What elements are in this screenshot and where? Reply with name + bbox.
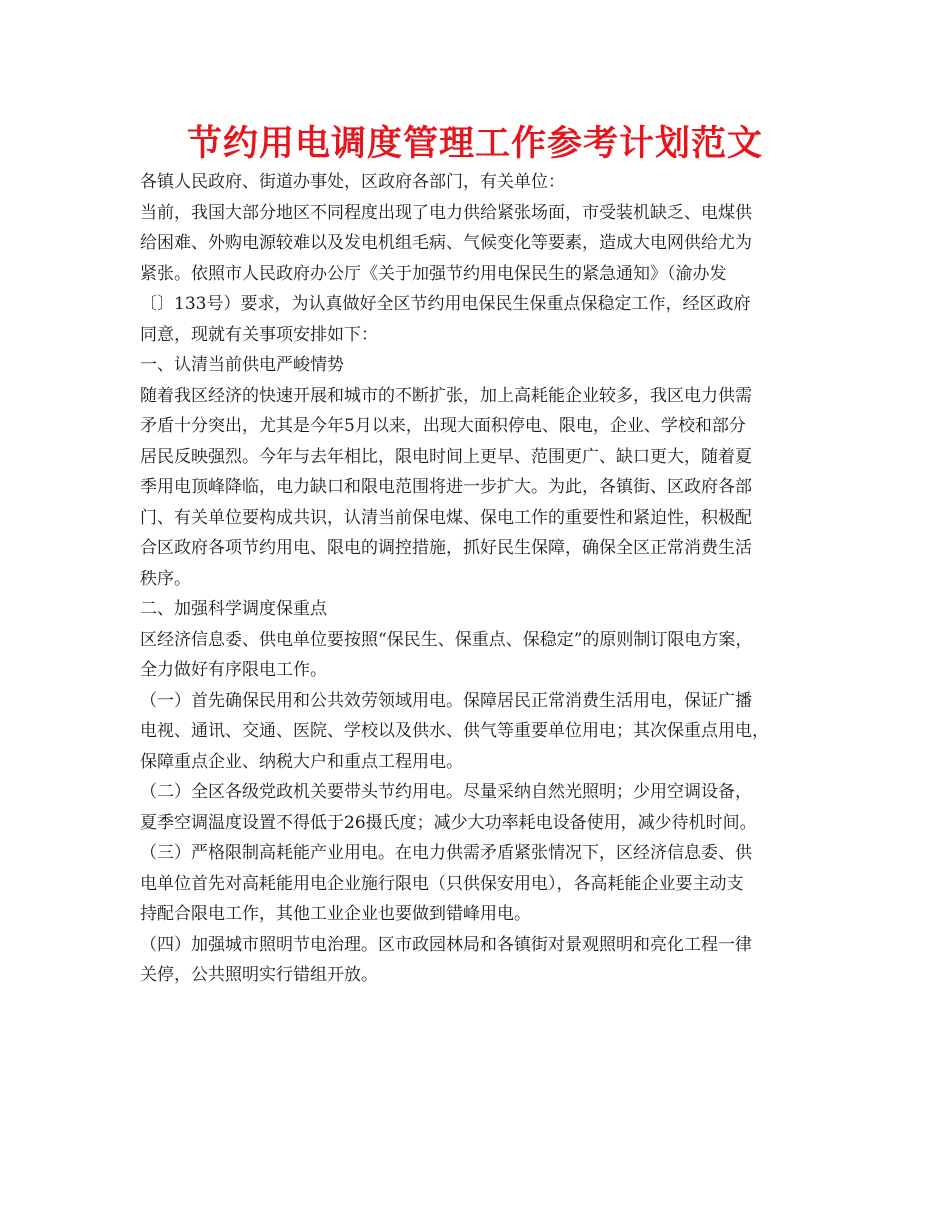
- item-3-paragraph: （三）严格限制高耗能产业用电。在电力供需矛盾紧张情况下，区经济信息委、供 电单位首先对高耗能用电企业施行限电（只供保安用电），各高耗能企业要主动支 持配合限电工作，其他工业企业也要做到错峰用电。: [140, 843, 752, 924]
- document-body: [140, 167, 820, 991]
- item-2-paragraph: （二）全区各级党政机关要带头节约用电。尽量采纳自然光照明；少用空调设备， 夏季空调温度设置不得低于26摄氏度；减少大功率耗电设备使用，减少待机时间。: [140, 782, 757, 833]
- item-4-paragraph: （四）加强城市照明节电治理。区市政园林局和各镇街对景观照明和亮化工程一律 关停，公共照明实行错组开放。: [140, 934, 752, 985]
- section-1-paragraph: 随着我区经济的快速开展和城市的不断扩张，加上高耗能企业较多，我区电力供需 矛盾十分突出，尤其是今年5月以来，出现大面积停电、限电，企业、学校和部分 居民反映强烈。今年与去年相比，限电时间上更早、范围更广、缺口更大，随着夏 季用电顶峰降临，电力缺口和限电范围将进一步扩大。为此，各镇街、区政府各部 门、有关单位要构成共识，认清当前保电煤、保电工作的重要性和紧迫性，积极配 合区政府各项节约用电、限电的调控措施，抓好民生保障，确保全区正常消费生活 秩序。: [140, 385, 752, 589]
- section-2-paragraph: 区经济信息委、供电单位要按照“保民生、保重点、保稳定”的原则制订限电方案， 全力做好有序限电工作。: [140, 629, 753, 680]
- section-heading-2: 二、加强科学调度保重点: [140, 599, 327, 619]
- intro-paragraph: 当前，我国大部分地区不同程度出现了电力供给紧张场面，市受装机缺乏、电煤供 给困难、外购电源较难以及发电机组毛病、气候变化等要素，造成大电网供给尤为 紧张。依照市人民政府办公厅《关于加强节约用电保民生的紧急通知》（渝办发 〔〕133号）要求，为认真做好全区节约用电保民生保重点保稳定工作，经区政府 同意，现就有关事项安排如下：: [140, 202, 752, 345]
- salutation-paragraph: 各镇人民政府、街道办事处，区政府各部门，有关单位：: [140, 172, 565, 192]
- item-1-paragraph: （一）首先确保民用和公共效劳领域用电。保障居民正常消费生活用电，保证广播 电视、通讯、交通、医院、学校以及供水、供气等重要单位用电；其次保重点用电， 保障重点企业、纳税大户和重点工程用电。: [140, 690, 769, 772]
- section-heading-1: 一、认清当前供电严峻情势: [140, 355, 344, 375]
- document-title: 节约用电调度管理工作参考计划范文: [186, 124, 763, 164]
